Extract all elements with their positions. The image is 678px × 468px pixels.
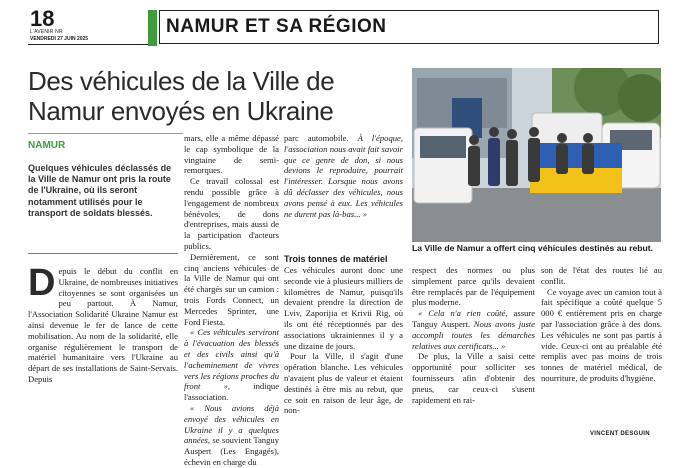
paragraph	[184, 403, 279, 468]
quote-attribution: assure Tanguy Auspert.	[412, 308, 536, 329]
section-color-bar	[148, 10, 157, 46]
paragraph: Dernièrement, ce sont cinq anciens véhicules de la Ville de Namur qui ont été chargés sur un camion : trois Fords Connect, un Mercedes Sprinter, une Ford Fiesta.	[184, 251, 279, 327]
article-column-2	[184, 133, 279, 468]
drop-cap: D	[28, 262, 56, 304]
quote: « Nous avions déjà envoyé des véhicules en Ukraine il y a quelques années,	[184, 402, 279, 446]
column-1-text: epuis le début du conflit en Ukraine, de nombreuses initiatives citoyennes se sont organisées un peu partout. À Namur, l'Association Solidarité Ukraine Namur est ainsi devenue le fer de lance de cette mobilisation. Au nom de la solidarité, elle organise régulièrement le transport de matériel humanitaire vers l'Ukraine au départ de ses installations de Saint-Servais. Depuis	[28, 266, 178, 384]
paragraph	[412, 308, 535, 351]
paragraph: Ce voyage avec un camion tout à fait spécifique a coûté quelque 5 000 € entièrement pris en charge par l'association grâce à des dons. Les véhicules ne sont pas partis à vide. Ceux-ci ont au préalable été remplis avec pas moins de trois tonnes de matériel médical, de nourriture, de produits d'hygiène.	[541, 286, 662, 383]
article-column-6	[541, 265, 662, 384]
publication-date: VENDREDI 27 JUIN 2025	[30, 36, 89, 42]
photo-caption: La Ville de Namur a offert cinq véhicules destinés au rebut.	[412, 243, 654, 253]
text: parc automobile.	[284, 133, 349, 143]
article-column-5	[412, 265, 535, 405]
quote: À l'époque, l'association nous avait fait savoir que ce genre de don, si nous devions le reproduire, pourrait l'intéresser. Lorsque nous avons dû déclasser des véhicules, nous avons pensé à eux. Les véhicules ne durent pas là-bas... »	[284, 133, 403, 219]
page-number: 18	[30, 6, 55, 31]
article-subhead: Trois tonnes de matériel	[284, 254, 388, 264]
paragraph: De plus, la Ville a saisi cette opportunité pour solliciter ses fournisseurs afin d'obtenir des pneus, car ceux-ci s'usent rapidement en rai-	[412, 351, 535, 405]
quote: Nous avons juste accompli toutes les démarches relatives aux certificats... »	[412, 318, 535, 351]
paragraph: Ce travail colossal est rendu possible grâce à l'engagement de nombreux bénévoles, de dons d'entreprises, mais aussi de la participation d'acteurs publics.	[184, 176, 279, 251]
photo-illustration	[412, 68, 661, 242]
article-byline: VINCENT DESGUIN	[590, 431, 650, 437]
paragraph	[284, 133, 403, 219]
publication-name: L'AVENIR NR	[30, 29, 63, 35]
paragraph	[184, 327, 279, 403]
article-headline: Des véhicules de la Ville de Namur envoyés en Ukraine	[28, 66, 335, 126]
quote-attribution: se souvient Tanguy Auspert (Les Engagés), échevin en charge du	[184, 435, 279, 467]
lede-rule	[28, 253, 178, 254]
quote-attribution: , indique l'association.	[184, 381, 280, 403]
article-photo	[412, 68, 661, 242]
paragraph: mars, elle a même dépassé le cap symbolique de la vingtaine de semi-remorques.	[184, 133, 279, 176]
paragraph: son de l'état des routes lié au conflit.	[541, 265, 662, 286]
article-column-4	[284, 265, 403, 416]
article-column-1	[28, 262, 178, 385]
article-column-3	[284, 133, 403, 219]
paragraph: Pour la Ville, il s'agit d'une opération blanche. Les véhicules n'avaient plus de valeur et étaient destinés à être mis au rebut, que ce soit en raison de leur âge, de non-	[284, 351, 403, 416]
paragraph: Ces véhicules auront donc une seconde vie à plusieurs milliers de kilomètres de Namur, puisqu'ils devaient prendre la direction de Lviv, Zaporijia et Krivii Rig, où ils ont été réceptionnés par des associations ukrainiennes il y a une dizaine de jours.	[284, 265, 403, 351]
quote: « Ces véhicules serviront à l'évacuation des blessés et des civils ainsi qu'à l'acheminement de vivres vers les régions proches du front »	[184, 327, 279, 392]
paragraph: respect des normes ou plus simplement parce qu'ils devaient être remplacés par de l'équipement plus moderne.	[412, 265, 535, 308]
section-title: NAMUR ET SA RÉGION	[166, 16, 387, 37]
article-lede: Quelques véhicules déclassés de la Ville de Namur ont pris la route de l'Ukraine, où ils seront notamment utilisés pour le transport de soldats blessés.	[28, 163, 172, 218]
headline-rule	[28, 133, 183, 134]
header-rule	[28, 44, 148, 45]
quote: « Cela n'a rien coûté,	[418, 308, 508, 319]
article-kicker: NAMUR	[28, 140, 66, 151]
